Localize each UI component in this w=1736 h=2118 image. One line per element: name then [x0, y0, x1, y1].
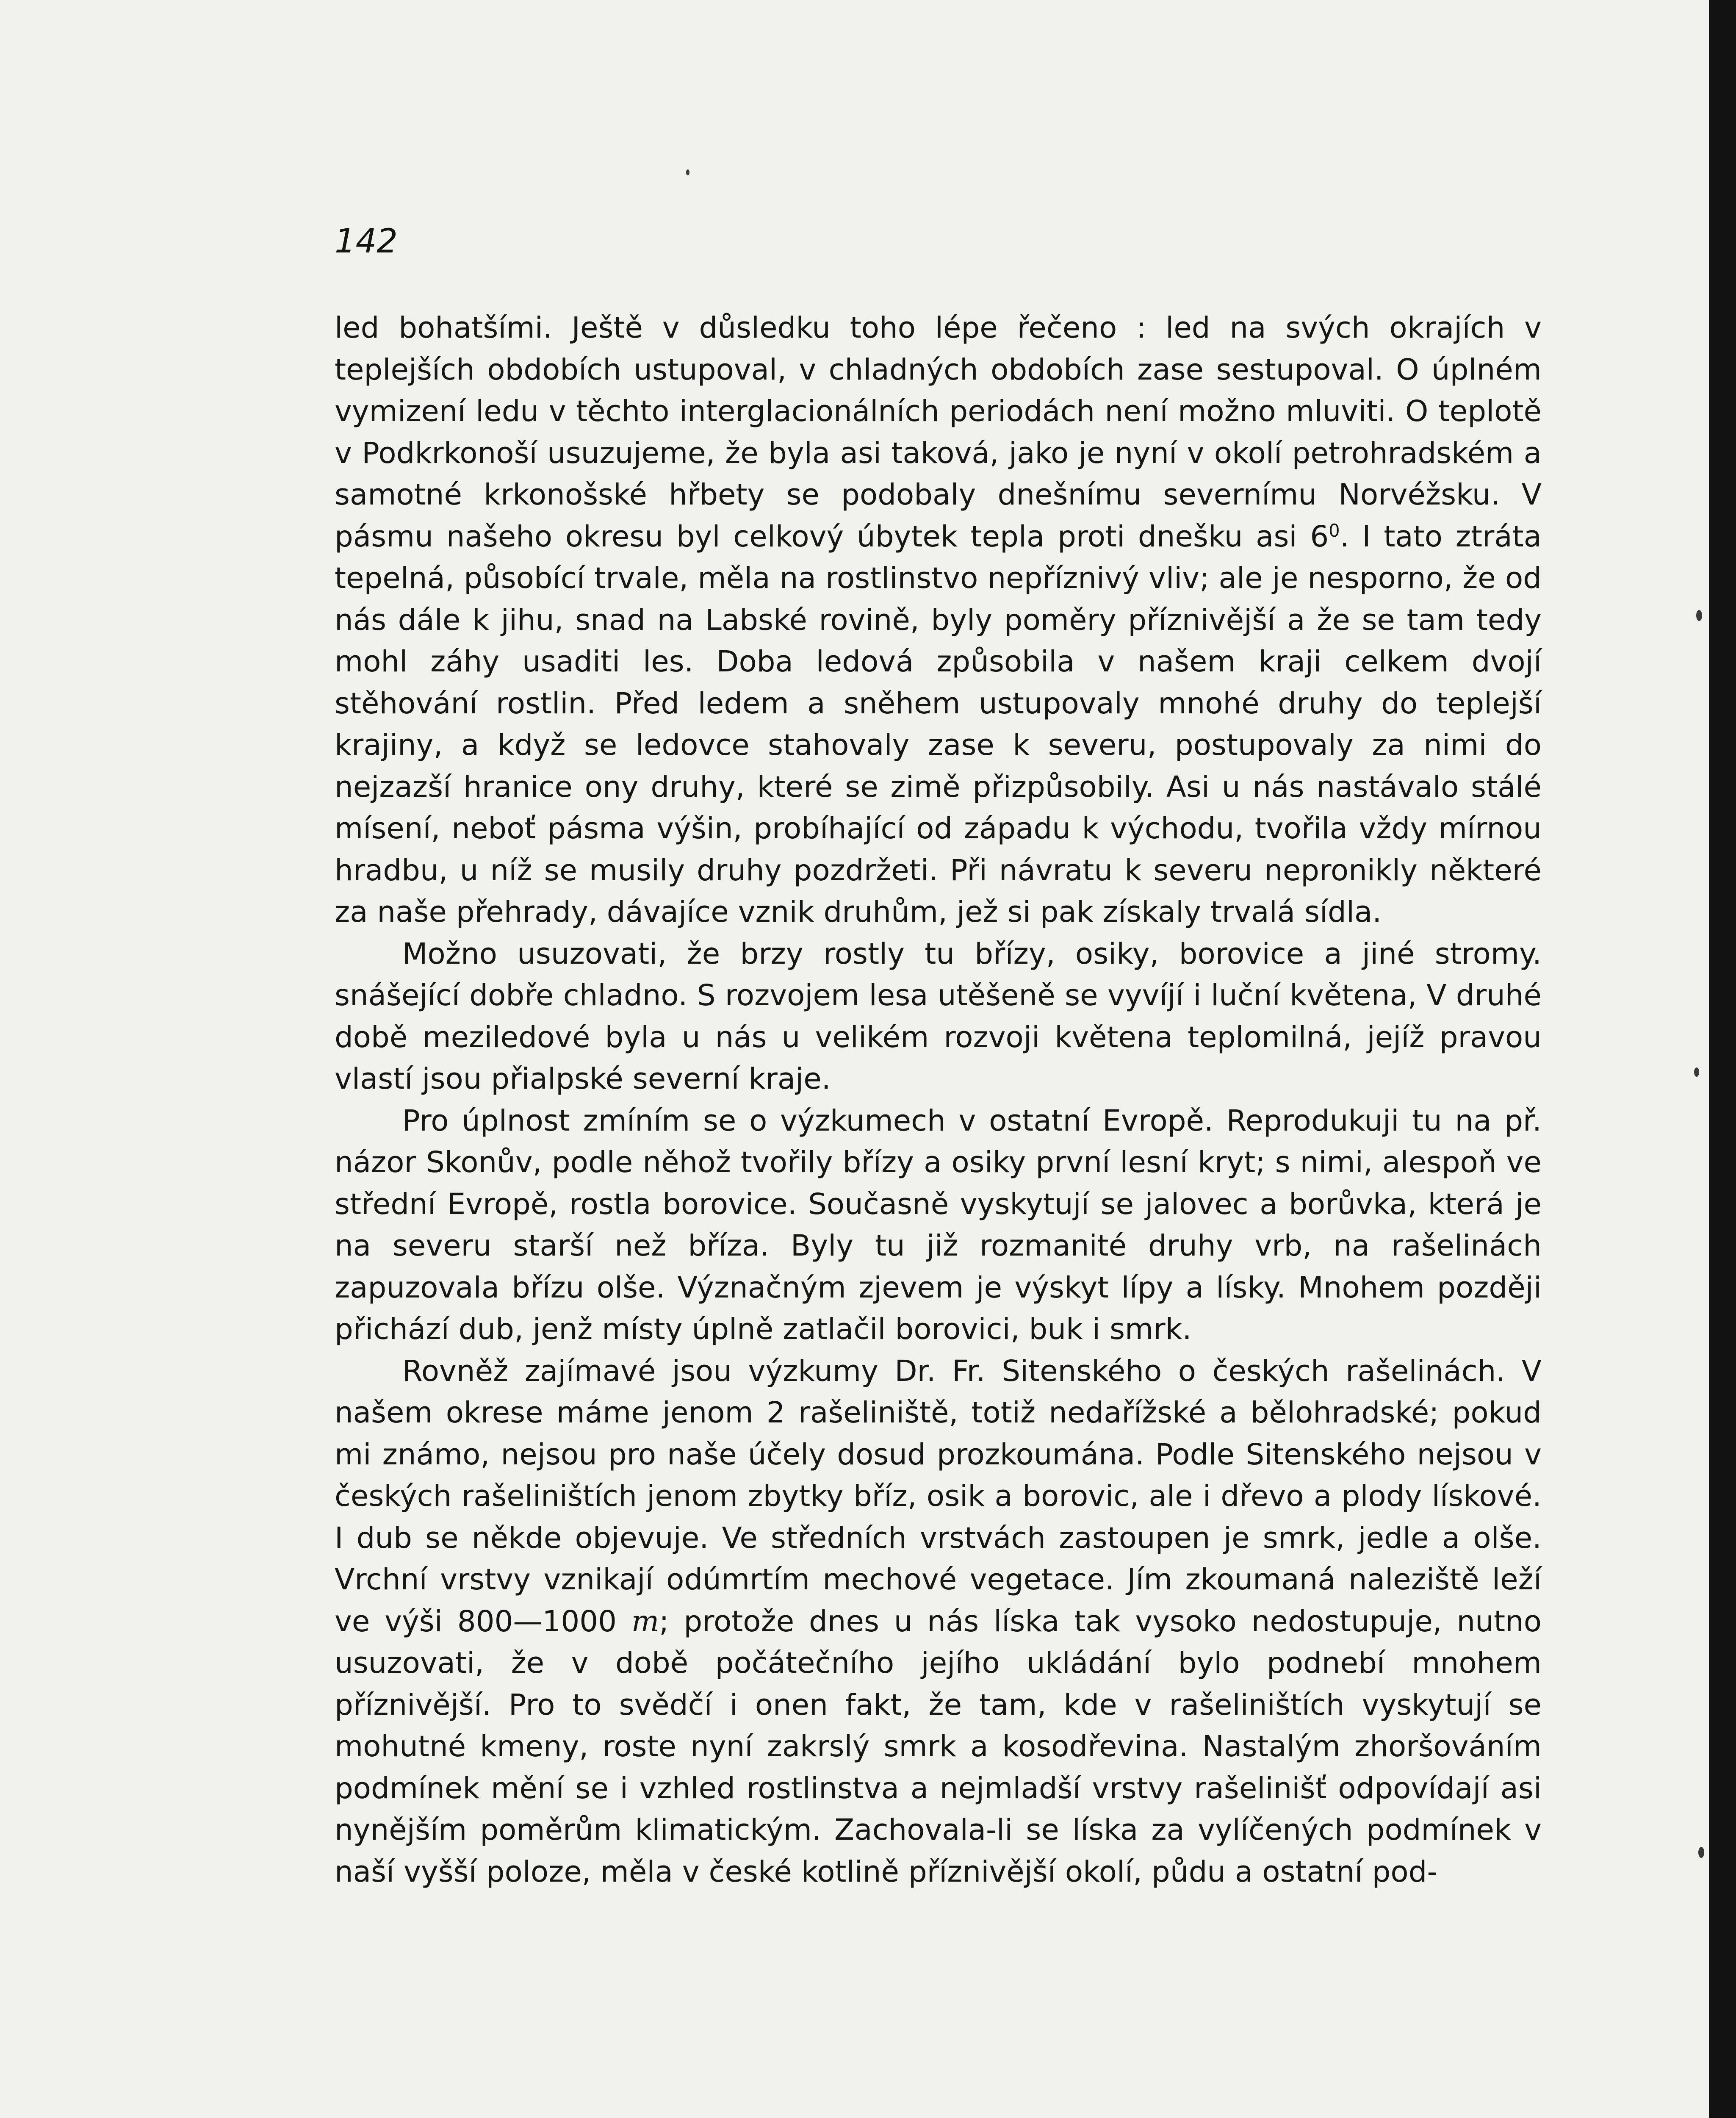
- degree-mark: 0: [1329, 520, 1340, 541]
- paragraph-3: Pro úplnost zmíním se o výzkumech v ostatní Evropě. Reprodukuji tu na př. názor Skonův, podle něhož tvořily břízy a osiky první lesní kryt; s nimi, alespoň ve střední Evropě, rostla borovice. Současně vyskytují se jalovec a borůvka, která je na severu starší než bříza. Byly tu již rozmanité druhy vrb, na rašelinách zapuzovala břízu olše. Význačným zjevem je výskyt lípy a lísky. Mnohem později přichází dub, jenž místy úplně zatlačil borovici, buk i smrk.: [335, 1103, 1542, 1346]
- scan-speck: [1698, 1847, 1704, 1858]
- unit-metre: m: [631, 1604, 659, 1638]
- scan-speck: [686, 169, 689, 175]
- body-text: [335, 307, 1542, 1893]
- paragraph-1-text-a: led bohatšími. Ještě v důsledku toho lépe řečeno : led na svých okrajích v teplejších obdobích ustupoval, v chladných obdobích zase sestupoval. O úplném vymizení ledu v těchto interglacionálních periodách není možno mluviti. O teplotě v Podkrkonoší usuzujeme, že byla asi taková, jako je nyní v okolí petrohradském a samotné krkonošské hřbety se podobaly dnešnímu severnímu Norvéžsku. V pásmu našeho okresu byl celkový úbytek tepla proti dnešku asi 6: [335, 311, 1542, 554]
- page-number: 142: [335, 222, 398, 261]
- paragraph-4: [335, 1350, 1542, 1893]
- paragraph-1-text-b: . I tato ztráta tepelná, působící trvale, měla na rostlinstvo nepříznivý vliv; ale je nesporno, že od nás dále k jihu, snad na Labské rovině, byly poměry příznivější a že se tam tedy mohl záhy usaditi les. Doba ledová způsobila v našem kraji celkem dvojí stěhování rostlin. Před ledem a sněhem ustupovaly mnohé druhy do teplejší krajiny, a když se ledovce stahovaly zase k severu, postupovaly za nimi do nejzazší hranice ony druhy, které se zimě přizpůsobily. Asi u nás nastávalo stálé mísení, neboť pásma výšin, probíhající od západu k východu, tvořila vždy mírnou hradbu, u níž se musily druhy pozdržeti. Při návratu k severu nepronikly některé za naše přehrady, dávajíce vznik druhům, jež si pak získaly trvalá sídla.: [335, 519, 1542, 929]
- scan-speck: [1694, 1067, 1699, 1077]
- paragraph-4-text-b: ; protože dnes u nás líska tak vysoko nedostupuje, nutno usuzovati, že v době počátečního jejího ukládání bylo podnebí mnohem příznivější. Pro to svědčí i onen fakt, že tam, kde v rašeliništích vyskytují se mohutné kmeny, roste nyní zakrslý smrk a kosodřevina. Nastalým zhoršováním podmínek mění se i vzhled rostlinstva a nejmladší vrstvy rašelinišť odpovídají asi nynějším poměrům klimatickým. Zachovala-li se líska za vylíčených podmínek v naší vyšší poloze, měla v české kotlině příznivější okolí, půdu a ostatní pod-: [335, 1604, 1542, 1889]
- scan-edge: [1709, 0, 1736, 2118]
- paragraph-2: Možno usuzovati, že brzy rostly tu břízy, osiky, borovice a jiné stromy. snášející dobře chladno. S rozvojem lesa utěšeně se vyvíjí i luční květena, V druhé době meziledové byla u nás u velikém rozvoji květena teplomilná, jejíž pravou vlastí jsou přialpské severní kraje.: [335, 937, 1542, 1096]
- scan-speck: [1696, 610, 1702, 621]
- paragraph-4-text-a: Rovněž zajímavé jsou výzkumy Dr. Fr. Sitenského o českých rašelinách. V našem okrese máme jenom 2 rašeliniště, totiž nedařížské a bělohradské; pokud mi známo, nejsou pro naše účely dosud prozkoumána. Podle Sitenského nejsou v českých rašeliništích jenom zbytky bříz, osik a borovic, ale i dřevo a plody lískové. I dub se někde objevuje. Ve středních vrstvách zastoupen je smrk, jedle a olše. Vrchní vrstvy vznikají odúmrtím mechové vegetace. Jím zkoumaná naleziště leží ve výši 800—1000: [335, 1354, 1542, 1638]
- paragraph-1: [335, 307, 1542, 933]
